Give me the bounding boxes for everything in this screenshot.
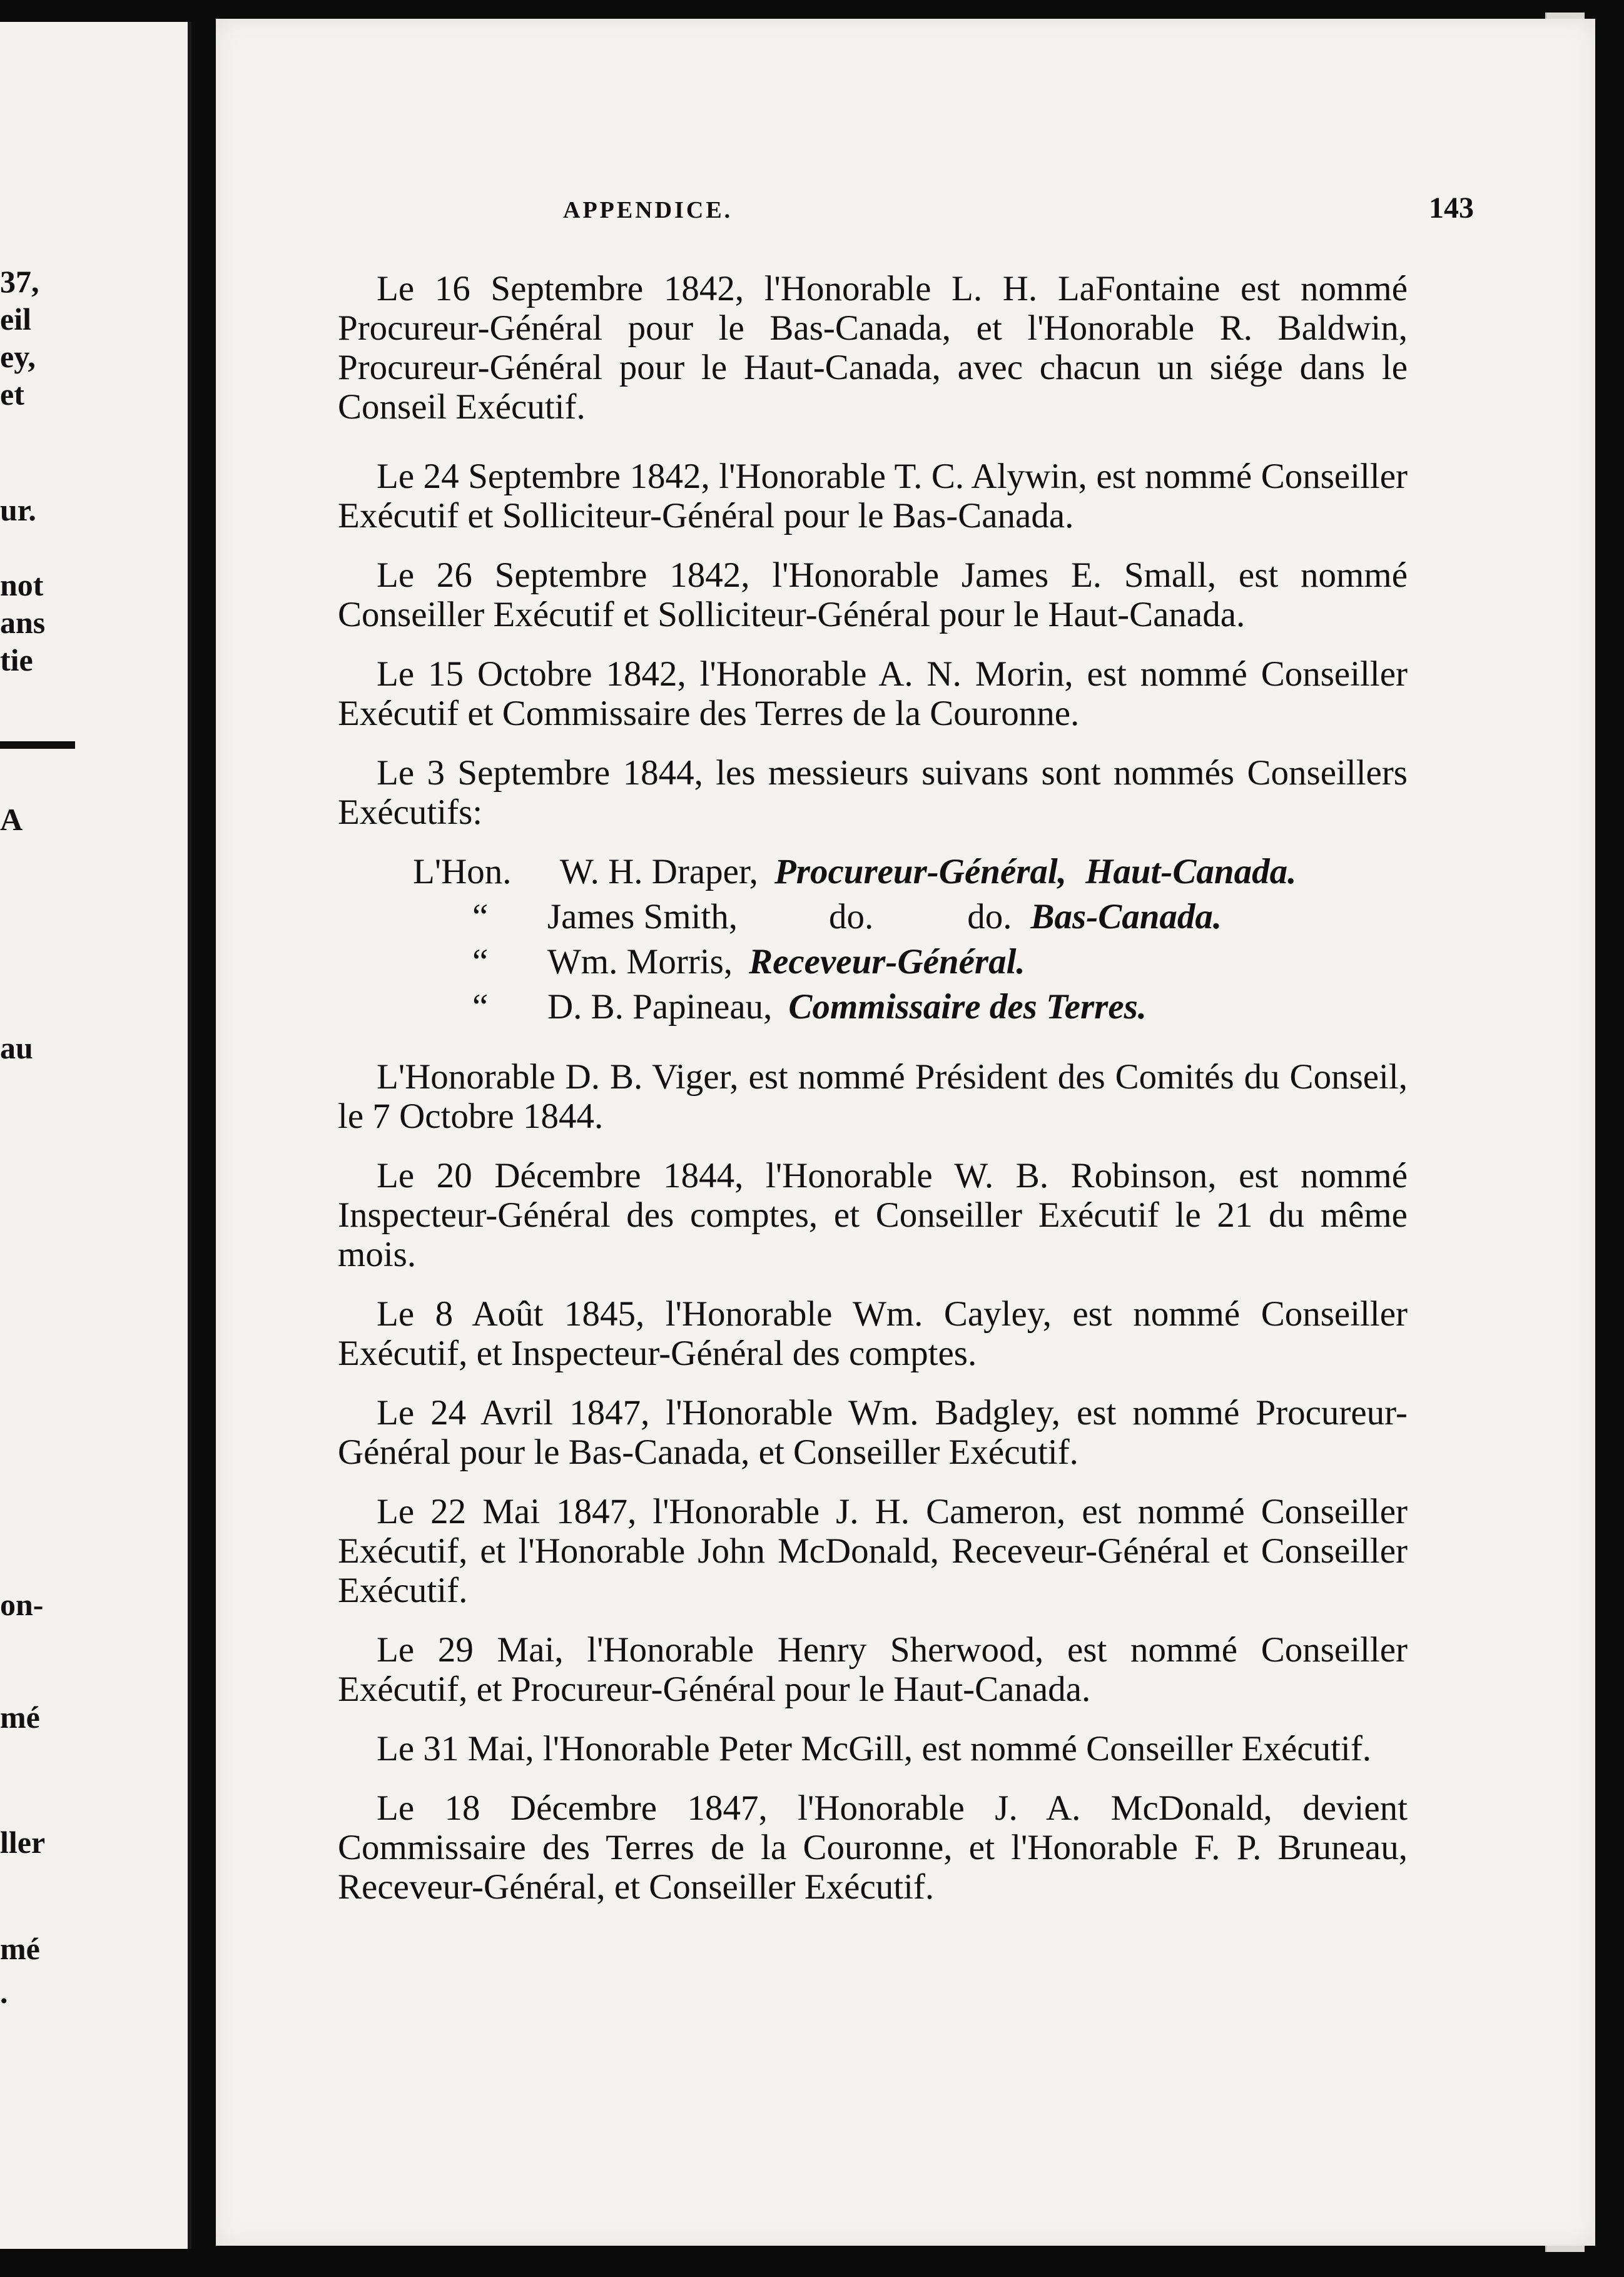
margin-fragment: .: [0, 1975, 8, 2010]
list-item: [338, 942, 1408, 987]
margin-fragment: tie: [0, 642, 33, 677]
paragraph: Le 24 Septembre 1842, l'Honorable T. C. Alywin, est nommé Conseiller Exécutif et Solliciteur-Général pour le Bas-Canada.: [338, 457, 1408, 535]
margin-fragment: A: [0, 802, 23, 837]
appointee-name: W. H. Draper,: [560, 852, 758, 891]
office-title: Commissaire des Terres.: [788, 987, 1147, 1027]
appointee-name: James Smith,: [547, 897, 738, 936]
paragraph: Le 8 Août 1845, l'Honorable Wm. Cayley, est nommé Conseiller Exécutif, et Inspecteur-Général des comptes.: [338, 1294, 1408, 1373]
ditto-text: do.: [967, 897, 1012, 936]
margin-fragment: not: [0, 567, 44, 602]
list-prefix: L'Hon.: [413, 852, 512, 891]
running-head: APPENDICE.: [563, 197, 733, 223]
paragraph: Le 26 Septembre 1842, l'Honorable James E. Small, est nommé Conseiller Exécutif et Solliciteur-Général pour le Haut-Canada.: [338, 555, 1408, 634]
list-item: [338, 987, 1408, 1032]
adjacent-page-strip: [0, 22, 191, 2249]
list-item: [338, 897, 1408, 942]
office-title: Procureur-Général,: [774, 852, 1067, 891]
paragraph: L'Honorable D. B. Viger, est nommé Président des Comités du Conseil, le 7 Octobre 1844.: [338, 1057, 1408, 1136]
appointee-name: D. B. Papineau,: [547, 987, 773, 1027]
region: Haut-Canada.: [1085, 852, 1297, 891]
margin-fragment: mé: [0, 1700, 40, 1735]
region: Bas-Canada.: [1030, 897, 1222, 936]
ditto-text: do.: [829, 897, 874, 936]
list-item: [338, 852, 1408, 897]
margin-fragment: ey,: [0, 339, 36, 374]
margin-fragment: 37,: [0, 264, 39, 299]
paragraph: Le 18 Décembre 1847, l'Honorable J. A. McDonald, devient Commissaire des Terres de la Couronne, et l'Honorable F. P. Bruneau, Receveur-Général, et Conseiller Exécutif.: [338, 1788, 1408, 1907]
margin-fragment: ller: [0, 1825, 46, 1860]
margin-fragment: mé: [0, 1931, 40, 1966]
appointments-list: [338, 852, 1408, 1032]
appointee-name: Wm. Morris,: [547, 942, 733, 981]
margin-fragment: au: [0, 1030, 33, 1065]
paragraph: Le 20 Décembre 1844, l'Honorable W. B. Robinson, est nommé Inspecteur-Général des comptes, et Conseiller Exécutif le 21 du même mois.: [338, 1156, 1408, 1274]
page-header: [563, 191, 1474, 225]
paragraph: Le 24 Avril 1847, l'Honorable Wm. Badgley, est nommé Procureur-Général pour le Bas-Canada, et Conseiller Exécutif.: [338, 1393, 1408, 1472]
ditto-mark: “: [472, 942, 489, 981]
paragraph: Le 15 Octobre 1842, l'Honorable A. N. Morin, est nommé Conseiller Exécutif et Commissaire des Terres de la Couronne.: [338, 654, 1408, 733]
paragraph: Le 16 Septembre 1842, l'Honorable L. H. LaFontaine est nommé Procureur-Général pour le Bas-Canada, et l'Honorable R. Baldwin, Procureur-Général pour le Haut-Canada, avec chacun un siége dans le Conseil Exécutif.: [338, 269, 1408, 427]
margin-fragment: ans: [0, 605, 46, 640]
paragraph: Le 3 Septembre 1844, les messieurs suivans sont nommés Conseillers Exécutifs:: [338, 753, 1408, 832]
margin-fragment: on-: [0, 1587, 44, 1622]
page-body: [338, 269, 1408, 1927]
ditto-mark: “: [472, 987, 489, 1027]
margin-fragment: eil: [0, 302, 31, 337]
margin-fragment: ur.: [0, 492, 36, 527]
margin-rule: [0, 741, 75, 749]
office-title: Receveur-Général.: [749, 942, 1025, 981]
paragraph: Le 29 Mai, l'Honorable Henry Sherwood, est nommé Conseiller Exécutif, et Procureur-Général pour le Haut-Canada.: [338, 1630, 1408, 1709]
paragraph: Le 22 Mai 1847, l'Honorable J. H. Cameron, est nommé Conseiller Exécutif, et l'Honorable John McDonald, Receveur-Général et Conseiller Exécutif.: [338, 1492, 1408, 1610]
margin-fragment: et: [0, 377, 24, 412]
ditto-mark: “: [472, 897, 489, 936]
paragraph: Le 31 Mai, l'Honorable Peter McGill, est nommé Conseiller Exécutif.: [377, 1729, 1372, 1768]
page-number: 143: [1429, 191, 1474, 225]
